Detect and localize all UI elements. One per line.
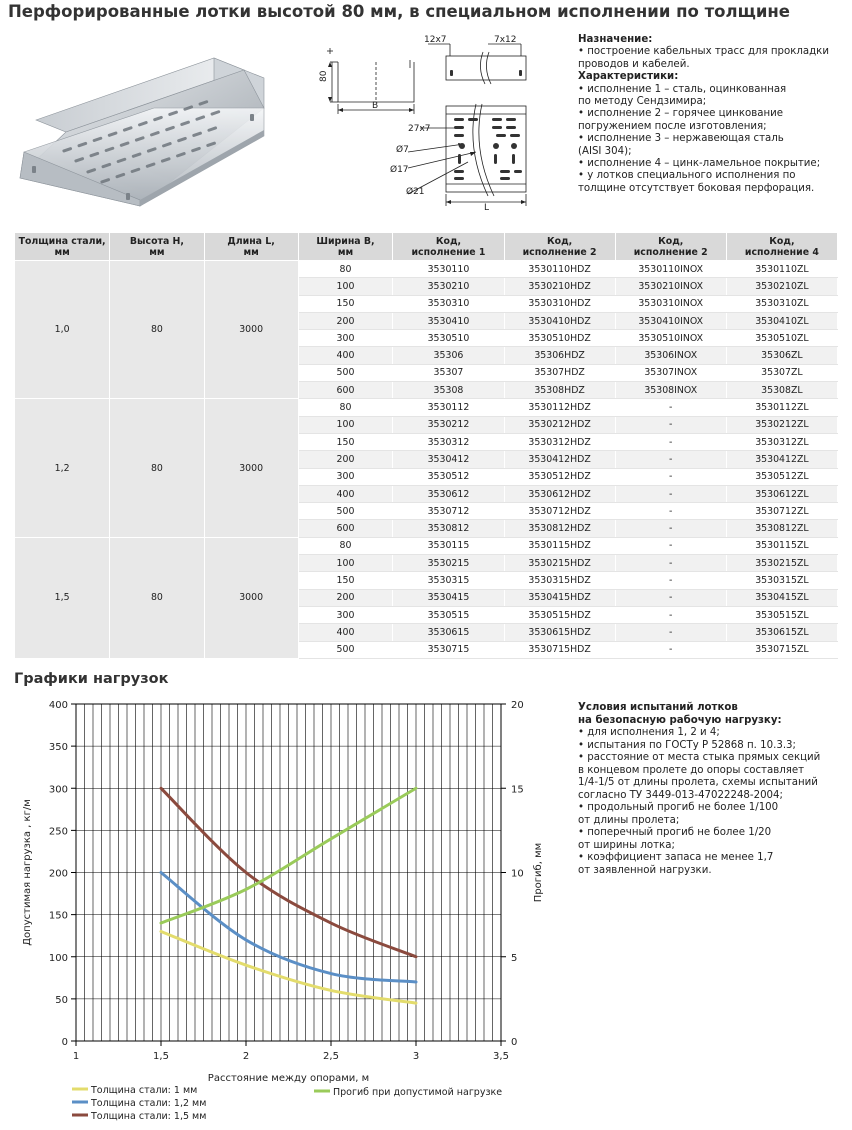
- y-tick-label: 400: [48, 700, 68, 711]
- table-cell: 500: [298, 364, 393, 381]
- conditions-line: согласно ТУ 3449-013-47022248-2004;: [578, 789, 783, 801]
- table-cell: -: [615, 606, 726, 623]
- load-chart: [14, 695, 554, 1130]
- table-cell: 35306ZL: [726, 347, 837, 364]
- table-cell: -: [615, 572, 726, 589]
- table-cell: 3530215: [393, 555, 504, 572]
- conditions-line: от ширины лотка;: [578, 839, 675, 851]
- table-cell: 500: [298, 503, 393, 520]
- table-body: [15, 261, 838, 659]
- x-tick-label: 2,5: [323, 1051, 339, 1062]
- table-cell: 3530515HDZ: [504, 606, 615, 623]
- table-cell: 3530410HDZ: [504, 312, 615, 329]
- features-line: толщине отсутствует боковая перфорация.: [578, 182, 815, 194]
- table-cell: 3530312ZL: [726, 433, 837, 450]
- x-tick-label: 1,5: [153, 1051, 169, 1062]
- table-cell: 3530512HDZ: [504, 468, 615, 485]
- group-cell: 3000: [204, 537, 298, 658]
- table-cell: 150: [298, 572, 393, 589]
- table-cell: 3530712: [393, 503, 504, 520]
- table-cell: 3530512ZL: [726, 468, 837, 485]
- column-header: Код, исполнение 1: [393, 233, 504, 261]
- section-title: Графики нагрузок: [14, 671, 169, 687]
- dim-d7-label: Ø7: [396, 145, 409, 155]
- group-cell: 3000: [204, 399, 298, 537]
- table-row: [15, 399, 838, 416]
- dim-hole3-label: 27x7: [408, 124, 431, 134]
- table-cell: 3530812ZL: [726, 520, 837, 537]
- product-codes-table: [14, 232, 838, 659]
- conditions-line: 1/4-1/5 от длины пролета, схемы испытаний: [578, 777, 818, 788]
- features-line: погружением после изготовления;: [578, 120, 767, 132]
- table-cell: 100: [298, 555, 393, 572]
- conditions-line: • испытания по ГОСТу Р 52868 п. 10.3.3;: [578, 739, 796, 751]
- table-cell: 35307ZL: [726, 364, 837, 381]
- conditions-line: от длины пролета;: [578, 814, 680, 826]
- table-cell: 35308INOX: [615, 382, 726, 399]
- table-cell: 300: [298, 330, 393, 347]
- table-cell: -: [615, 468, 726, 485]
- x-axis-label: Расстояние между опорами, м: [207, 1073, 370, 1084]
- table-cell: 3530310ZL: [726, 295, 837, 312]
- table-cell: 35307INOX: [615, 364, 726, 381]
- table-cell: 150: [298, 295, 393, 312]
- table-cell: 600: [298, 520, 393, 537]
- y-tick-label: 250: [48, 826, 68, 838]
- table-cell: 3530110HDZ: [504, 261, 615, 278]
- legend-label: Прогиб при допустимой нагрузке: [333, 1087, 503, 1098]
- table-cell: -: [615, 641, 726, 658]
- technical-drawing: [316, 34, 536, 224]
- table-cell: 3530312: [393, 433, 504, 450]
- table-row: [15, 261, 838, 278]
- dim-width-label: B: [372, 101, 379, 111]
- group-cell: 3000: [204, 261, 298, 399]
- conditions-line: от заявленной нагрузки.: [578, 864, 712, 876]
- table-cell: 3530310: [393, 295, 504, 312]
- table-cell: 3530615HDZ: [504, 624, 615, 641]
- table-cell: 3530415: [393, 589, 504, 606]
- table-cell: 3530510ZL: [726, 330, 837, 347]
- table-cell: -: [615, 537, 726, 554]
- y2-tick-label: 5: [511, 952, 518, 964]
- group-cell: 1,2: [15, 399, 110, 537]
- y2-tick-label: 0: [511, 1037, 518, 1048]
- legend-label: Толщина стали: 1 мм: [91, 1085, 198, 1096]
- legend-label: Толщина стали: 1,2 мм: [91, 1098, 207, 1109]
- features-line: • исполнение 3 – нержавеющая сталь: [578, 133, 784, 145]
- table-cell: 3530515: [393, 606, 504, 623]
- table-cell: 3530412: [393, 451, 504, 468]
- table-cell: 3530612: [393, 485, 504, 502]
- dim-length-label: L: [484, 203, 490, 213]
- y-tick-label: 350: [48, 742, 68, 754]
- table-cell: 600: [298, 382, 393, 399]
- table-cell: 3530212HDZ: [504, 416, 615, 433]
- table-cell: 3530512: [393, 468, 504, 485]
- table-cell: 3530510: [393, 330, 504, 347]
- conditions-line: • для исполнения 1, 2 и 4;: [578, 727, 720, 738]
- dim-height-label: 80: [319, 70, 329, 82]
- group-cell: 80: [110, 537, 204, 658]
- table-cell: 3530112: [393, 399, 504, 416]
- features-line: • исполнение 2 – горячее цинкование: [578, 108, 784, 120]
- features-line: (AISI 304);: [578, 145, 632, 157]
- y-tick-label: 0: [61, 1037, 68, 1048]
- table-cell: -: [615, 485, 726, 502]
- column-header: Высота H, мм: [110, 233, 204, 261]
- conditions-heading: на безопасную рабочую нагрузку:: [578, 714, 782, 726]
- dim-d17-label: Ø17: [390, 165, 409, 175]
- table-cell: 200: [298, 312, 393, 329]
- y2-tick-label: 10: [511, 868, 524, 880]
- table-cell: 3530110: [393, 261, 504, 278]
- table-cell: -: [615, 520, 726, 537]
- table-cell: 400: [298, 485, 393, 502]
- conditions-line: • поперечный прогиб не более 1/20: [578, 827, 772, 838]
- features-heading: Характеристики:: [578, 71, 679, 83]
- table-cell: 3530415ZL: [726, 589, 837, 606]
- table-cell: 3530210ZL: [726, 278, 837, 295]
- table-cell: -: [615, 451, 726, 468]
- table-cell: 200: [298, 589, 393, 606]
- x-tick-label: 2: [242, 1051, 250, 1062]
- y-axis-label: Допустимая нагрузка , кг/м: [22, 799, 33, 946]
- x-tick-label: 3,5: [493, 1051, 509, 1062]
- table-cell: 35306HDZ: [504, 347, 615, 364]
- table-cell: 400: [298, 347, 393, 364]
- group-cell: 1,5: [15, 537, 110, 658]
- features-line: • у лотков специального исполнения по: [578, 170, 796, 182]
- page-title: Перфорированные лотки высотой 80 мм, в специальном исполнении по толщине: [8, 2, 790, 21]
- table-cell: 35307: [393, 364, 504, 381]
- table-cell: 35308ZL: [726, 382, 837, 399]
- legend-label: Толщина стали: 1,5 мм: [91, 1111, 207, 1122]
- table-cell: 3530812: [393, 520, 504, 537]
- group-cell: 80: [110, 399, 204, 537]
- test-conditions-block: [578, 702, 843, 877]
- table-cell: 200: [298, 451, 393, 468]
- table-cell: 3530210INOX: [615, 278, 726, 295]
- table-cell: 35306: [393, 347, 504, 364]
- dim-hole2-label: 7x12: [494, 35, 517, 45]
- table-cell: 80: [298, 261, 393, 278]
- y2-tick-label: 15: [511, 784, 524, 796]
- table-row: [15, 537, 838, 554]
- table-cell: 3530215HDZ: [504, 555, 615, 572]
- table-cell: 3530615: [393, 624, 504, 641]
- table-cell: -: [615, 555, 726, 572]
- table-cell: 3530110ZL: [726, 261, 837, 278]
- dim-hole1-label: 12x7: [424, 35, 447, 45]
- table-cell: -: [615, 589, 726, 606]
- y-tick-label: 100: [48, 952, 68, 964]
- table-cell: 3530310HDZ: [504, 295, 615, 312]
- purpose-line: • построение кабельных трасс для прокладки: [578, 46, 829, 58]
- y-tick-label: 200: [48, 868, 68, 880]
- table-cell: 3530712ZL: [726, 503, 837, 520]
- table-cell: 3530315: [393, 572, 504, 589]
- table-cell: 3530510INOX: [615, 330, 726, 347]
- table-cell: 3530215ZL: [726, 555, 837, 572]
- table-cell: 3530312HDZ: [504, 433, 615, 450]
- table-cell: 3530415HDZ: [504, 589, 615, 606]
- table-cell: 3530315HDZ: [504, 572, 615, 589]
- table-cell: 400: [298, 624, 393, 641]
- table-cell: 3530212ZL: [726, 416, 837, 433]
- group-cell: 1,0: [15, 261, 110, 399]
- table-cell: 3530410ZL: [726, 312, 837, 329]
- table-cell: 3530410INOX: [615, 312, 726, 329]
- table-cell: 3530715HDZ: [504, 641, 615, 658]
- conditions-heading: Условия испытаний лотков: [578, 702, 738, 713]
- features-line: • исполнение 4 – цинк-ламельное покрытие;: [578, 158, 821, 170]
- table-cell: 3530615ZL: [726, 624, 837, 641]
- table-cell: 3530115ZL: [726, 537, 837, 554]
- table-cell: -: [615, 399, 726, 416]
- table-cell: 3530412ZL: [726, 451, 837, 468]
- table-cell: 3530210: [393, 278, 504, 295]
- table-cell: 300: [298, 468, 393, 485]
- table-cell: 3530115: [393, 537, 504, 554]
- y-tick-label: 300: [48, 784, 68, 796]
- column-header: Ширина B, мм: [298, 233, 393, 261]
- group-cell: 80: [110, 261, 204, 399]
- cable-tray-image: [14, 50, 272, 210]
- table-cell: 3530715: [393, 641, 504, 658]
- table-cell: 3530515ZL: [726, 606, 837, 623]
- table-cell: 3530212: [393, 416, 504, 433]
- table-cell: 300: [298, 606, 393, 623]
- conditions-line: • коэффициент запаса не менее 1,7: [578, 852, 774, 863]
- table-cell: -: [615, 624, 726, 641]
- column-header: Код, исполнение 2: [504, 233, 615, 261]
- table-cell: 150: [298, 433, 393, 450]
- table-cell: -: [615, 503, 726, 520]
- table-header-row: [15, 233, 838, 261]
- table-cell: 3530612HDZ: [504, 485, 615, 502]
- column-header: Код, исполнение 4: [726, 233, 837, 261]
- table-cell: 3530612ZL: [726, 485, 837, 502]
- table-cell: 500: [298, 641, 393, 658]
- column-header: Толщина стали, мм: [15, 233, 110, 261]
- table-cell: 3530112ZL: [726, 399, 837, 416]
- table-cell: 80: [298, 399, 393, 416]
- features-line: • исполнение 1 – сталь, оцинкованная: [578, 83, 787, 95]
- table-cell: 3530112HDZ: [504, 399, 615, 416]
- conditions-line: • продольный прогиб не более 1/100: [578, 802, 779, 813]
- column-header: Длина L, мм: [204, 233, 298, 261]
- table-cell: 3530510HDZ: [504, 330, 615, 347]
- conditions-line: в концевом пролете до опоры составляет: [578, 764, 805, 776]
- table-cell: 3530315ZL: [726, 572, 837, 589]
- purpose-line: проводов и кабелей.: [578, 58, 690, 70]
- table-cell: 3530210HDZ: [504, 278, 615, 295]
- table-cell: 3530715ZL: [726, 641, 837, 658]
- table-cell: 35308HDZ: [504, 382, 615, 399]
- y2-axis-label: Прогиб, мм: [533, 842, 544, 903]
- table-cell: 100: [298, 278, 393, 295]
- table-cell: 3530410: [393, 312, 504, 329]
- y-tick-label: 50: [55, 994, 68, 1006]
- x-tick-label: 1: [72, 1051, 80, 1062]
- purpose-heading: Назначение:: [578, 34, 653, 45]
- table-cell: 35307HDZ: [504, 364, 615, 381]
- table-cell: -: [615, 416, 726, 433]
- table-cell: 35308: [393, 382, 504, 399]
- features-line: по методу Сендзимира;: [578, 96, 707, 108]
- table-cell: -: [615, 433, 726, 450]
- table-cell: 3530412HDZ: [504, 451, 615, 468]
- x-tick-label: 3: [412, 1051, 420, 1062]
- table-cell: 3530812HDZ: [504, 520, 615, 537]
- y2-tick-label: 20: [511, 700, 524, 711]
- table-cell: 3530115HDZ: [504, 537, 615, 554]
- table-cell: 3530712HDZ: [504, 503, 615, 520]
- table-cell: 35306INOX: [615, 347, 726, 364]
- table-cell: 80: [298, 537, 393, 554]
- table-cell: 3530110INOX: [615, 261, 726, 278]
- description-block: [578, 34, 848, 195]
- table-cell: 100: [298, 416, 393, 433]
- y-tick-label: 150: [48, 910, 68, 922]
- conditions-line: • расстояние от места стыка прямых секций: [578, 752, 821, 763]
- dim-d21-label: Ø21: [406, 187, 425, 197]
- column-header: Код, исполнение 2: [615, 233, 726, 261]
- table-cell: 3530310INOX: [615, 295, 726, 312]
